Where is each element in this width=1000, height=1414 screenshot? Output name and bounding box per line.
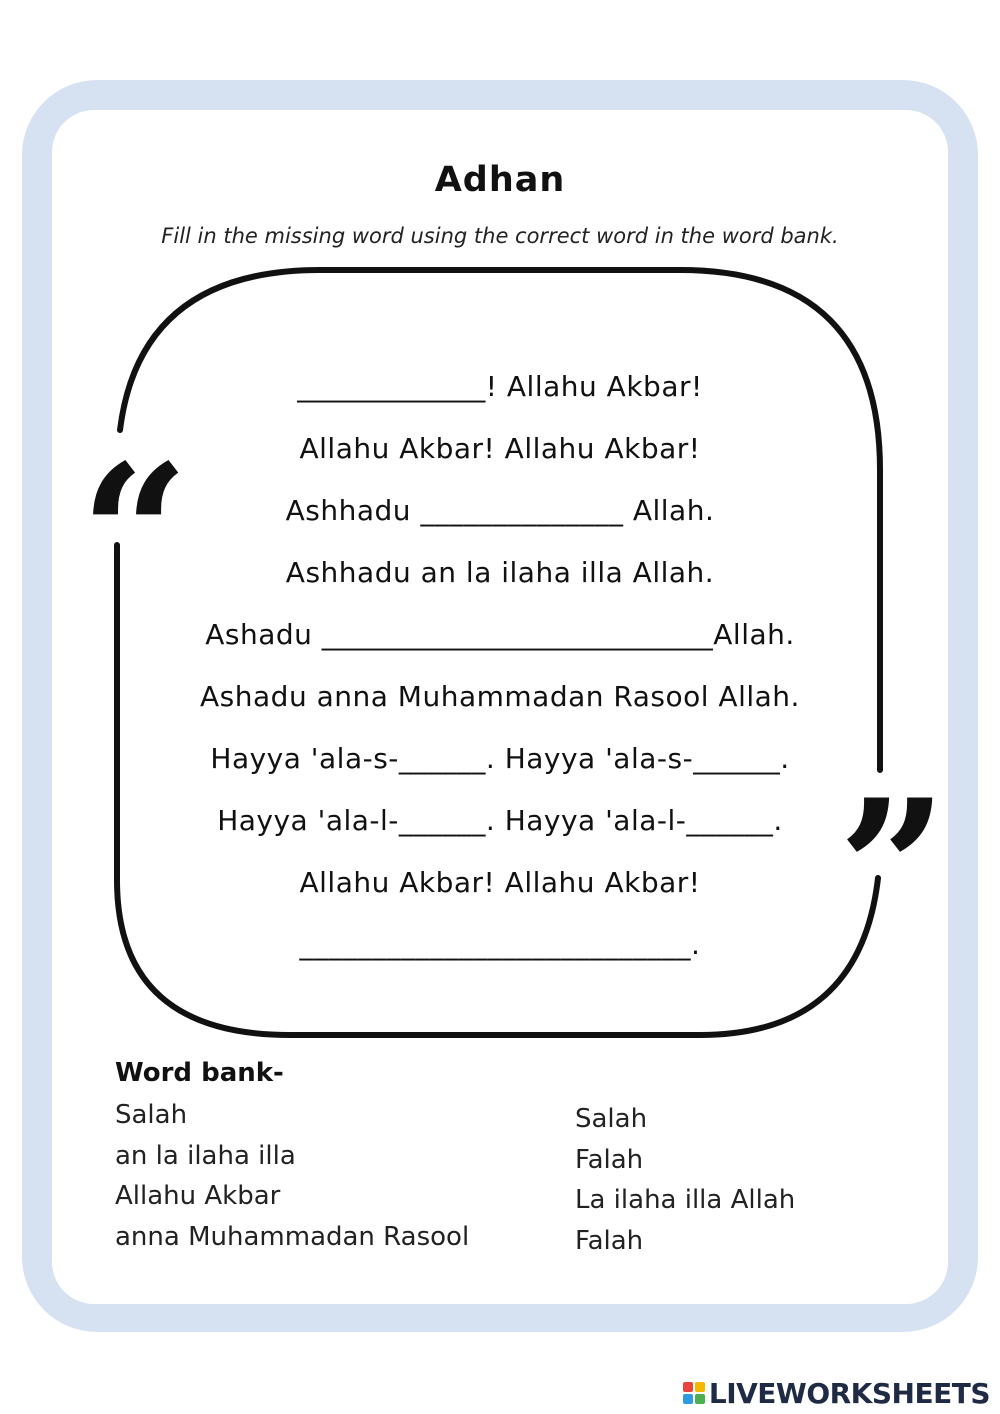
word-bank-item: Allahu Akbar <box>115 1181 281 1211</box>
word-bank-item: Falah <box>575 1225 644 1256</box>
logo-tile <box>695 1382 705 1392</box>
adhan-line-6: Ashadu anna Muhammadan Rasool Allah. <box>200 680 800 713</box>
logo-tile <box>695 1394 705 1404</box>
word-bank-title: Word bank- <box>115 1058 284 1088</box>
worksheet-instructions: Fill in the missing word using the correct word in the word bank. <box>161 224 839 248</box>
adhan-line-10: ___________________________. <box>299 928 701 961</box>
adhan-line-4: Ashhadu an la ilaha illa Allah. <box>285 556 715 589</box>
word-bank-item: La ilaha illa Allah <box>575 1185 796 1215</box>
word-bank-item: anna Muhammadan Rasool <box>115 1221 470 1252</box>
word-bank-item: Salah <box>115 1100 188 1130</box>
worksheet-title: Adhan <box>434 160 566 200</box>
adhan-line-7: Hayya 'ala-s-______. Hayya 'ala-s-______. <box>210 742 790 775</box>
logo-tile <box>683 1394 693 1404</box>
logo-tile <box>683 1382 693 1392</box>
adhan-line-3: Ashhadu ______________ Allah. <box>285 494 715 527</box>
word-bank-column-right <box>575 1099 795 1261</box>
close-quote-icon: ” <box>838 758 948 981</box>
word-bank-item: Falah <box>575 1144 644 1175</box>
logo-tiles-icon <box>683 1382 705 1404</box>
adhan-line-1: _____________! Allahu Akbar! <box>297 370 703 403</box>
adhan-line-8: Hayya 'ala-l-______. Hayya 'ala-l-______. <box>217 804 783 837</box>
adhan-line-5: Ashadu ___________________________Allah. <box>205 618 795 651</box>
word-bank-item: an la ilaha illa <box>115 1140 296 1171</box>
adhan-line-2: Allahu Akbar! Allahu Akbar! <box>299 432 701 465</box>
adhan-line-9: Allahu Akbar! Allahu Akbar! <box>299 866 701 899</box>
brand-name: LIVEWORKSHEETS <box>708 1376 990 1410</box>
word-bank-item: Salah <box>575 1104 648 1134</box>
open-quote-icon: “ <box>80 423 190 646</box>
word-bank-column-left <box>115 1095 469 1257</box>
liveworksheets-logo <box>683 1376 990 1410</box>
